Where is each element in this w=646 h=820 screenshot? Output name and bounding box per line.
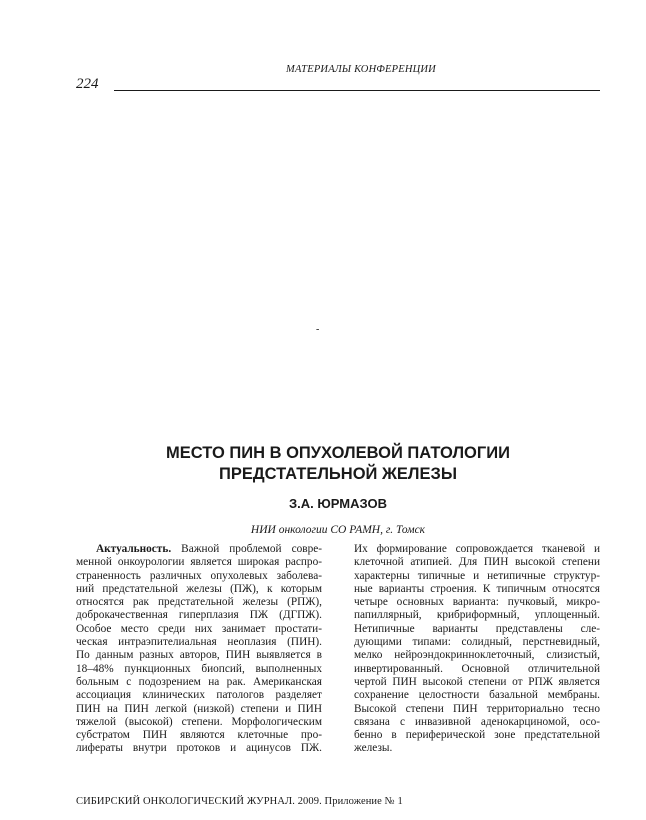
body-line: доброкачественная гиперплазия ПЖ (ДГПЖ). [76,609,322,622]
header-rule [114,90,600,91]
body-line: бенно в периферической зоне предстательной [354,729,600,742]
body-line: 18–48% пункционных биопсий, выполненных [76,662,322,675]
body-line: папиллярный, крибриформный, уплощенный. [354,609,600,622]
body-line: относятся рак предстательной железы (РПЖ), [76,596,322,609]
body-text: Важной проблемой совре- [171,543,322,555]
body-line: менной онкоурологии является широкая распро- [76,556,322,569]
affiliation: НИИ онкологии СО РАМН, г. Томск [250,524,426,536]
body-line: чертой ПИН высокой степени от РПЖ является [354,675,600,688]
page-number: 224 [76,76,99,92]
body-line: тяжелой (высокой) степени. Морфологическим [76,715,322,728]
body-line [76,543,322,556]
body-line: мелко нейроэндокринноклеточный, слизистый, [354,649,600,662]
body-line: больным с подозрением на рак. Американская [76,675,322,688]
body-line: связана с инвазивной аденокарциномой, осо- [354,715,600,728]
body-line: характерны типичные и нетипичные структур- [354,569,600,582]
running-head: МАТЕРИАЛЫ КОНФЕРЕНЦИИ [286,64,436,75]
center-mark: - [316,324,320,335]
article-title [76,443,600,485]
body-line: дующими типами: солидный, перстневидный, [354,636,600,649]
left-column [76,543,322,756]
body-line: ческая интраэпителиальная неоплазия (ПИН). [76,636,322,649]
body-line: железы. [354,742,393,755]
body-line: Высокой степени ПИН территориально тесно [354,702,600,715]
title-line: МЕСТО ПИН В ОПУХОЛЕВОЙ ПАТОЛОГИИ [166,444,510,462]
body-line: сохранение целостности базальной мембраны. [354,689,600,702]
body-line: инвертированный. Основной отличительной [354,662,600,675]
body-line: четыре основных варианта: пучковый, микро- [354,596,600,609]
author-name: З.А. ЮРМАЗОВ [289,496,387,511]
body-line: субстратом ПИН являются клеточные про- [76,729,322,742]
body-line: клеточной атипией. Для ПИН высокой степени [354,556,600,569]
body-line: ПИН на ПИН легкой (низкой) степени и ПИН [76,702,322,715]
body-line: По данным разных авторов, ПИН выявляется в [76,649,322,662]
body-line: Нетипичные варианты представлены сле- [354,622,600,635]
journal-footer: СИБИРСКИЙ ОНКОЛОГИЧЕСКИЙ ЖУРНАЛ. 2009. Приложение № 1 [76,796,403,807]
body-line: Их формирование сопровождается тканевой и [354,543,600,555]
title-line: ПРЕДСТАТЕЛЬНОЙ ЖЕЛЕЗЫ [219,465,457,483]
body-line: страненность различных опухолевых заболева- [76,569,322,582]
body-line: ные варианты строения. К типичным относятся [354,582,600,595]
right-column [354,543,600,756]
body-line: ний предстательной железы (ПЖ), к которым [76,582,322,595]
body-line: лифераты внутри протоков и ацинусов ПЖ. [76,742,322,755]
body-line: Особое место среди них занимает простати- [76,622,322,635]
body-line: ассоциация клинических патологов разделяет [76,689,322,702]
lead-word: Актуальность. [96,543,172,555]
